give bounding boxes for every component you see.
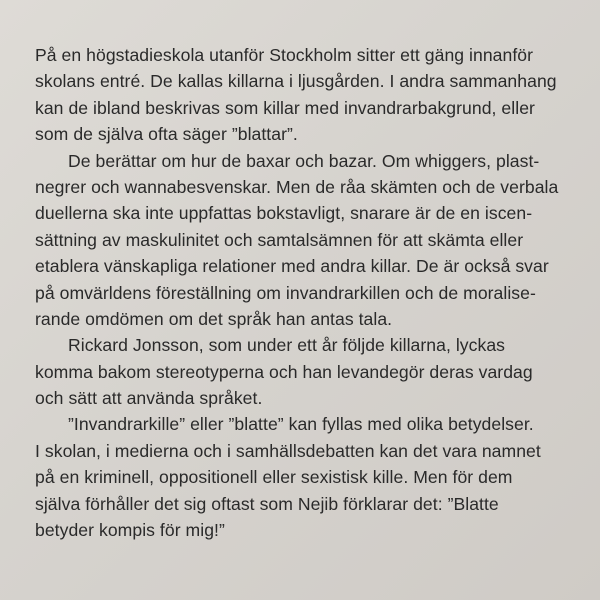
text-line: Rickard Jonsson, som under ett år följde killarna, lyckas — [68, 335, 506, 356]
text-line: duellerna ska inte uppfattas bokstavligt, snarare är de en iscen- — [35, 203, 533, 224]
text-line: I skolan, i medierna och i samhällsdebatten kan det vara namnet — [35, 440, 541, 461]
text-line: kan de ibland beskrivas som killar med invandrarbakgrund, eller — [35, 97, 535, 118]
paragraph-3 — [35, 332, 591, 411]
text-line: på omvärldens föreställning om invandrarkillen och de moralise- — [35, 282, 536, 303]
text-line: sättning av maskulinitet och samtalsämnen för att skämta eller — [35, 229, 524, 250]
text-line: De berättar om hur de baxar och bazar. Om whiggers, plast- — [68, 150, 540, 171]
body-text — [35, 42, 591, 543]
text-line: som de själva ofta säger ”blattar”. — [35, 124, 298, 145]
text-line: på en kriminell, oppositionell eller sexistisk kille. Men för dem — [35, 467, 513, 488]
text-line: skolans entré. De kallas killarna i ljusgården. I andra sammanhang — [35, 71, 557, 92]
text-line: själva förhåller det sig oftast som Nejib förklarar det: ”Blatte — [35, 493, 499, 514]
text-line: På en högstadieskola utanför Stockholm sitter ett gäng innanför — [35, 45, 534, 65]
text-line: etablera vänskapliga relationer med andra killar. De är också svar — [35, 256, 549, 277]
paragraph-4 — [35, 411, 591, 543]
text-line: rande omdömen om det språk han antas tala. — [35, 308, 393, 329]
text-line: komma bakom stereotyperna och han levandegör deras vardag — [35, 361, 533, 382]
text-line: ”Invandrarkille” eller ”blatte” kan fyllas med olika betydelser. — [68, 414, 534, 435]
text-line: betyder kompis för mig!” — [35, 520, 225, 541]
text-line: negrer och wannabesvenskar. Men de råa skämten och de verbala — [35, 176, 559, 197]
text-line: och sätt att använda språket. — [35, 388, 263, 409]
paragraph-2 — [35, 148, 591, 333]
paragraph-1 — [35, 42, 591, 148]
